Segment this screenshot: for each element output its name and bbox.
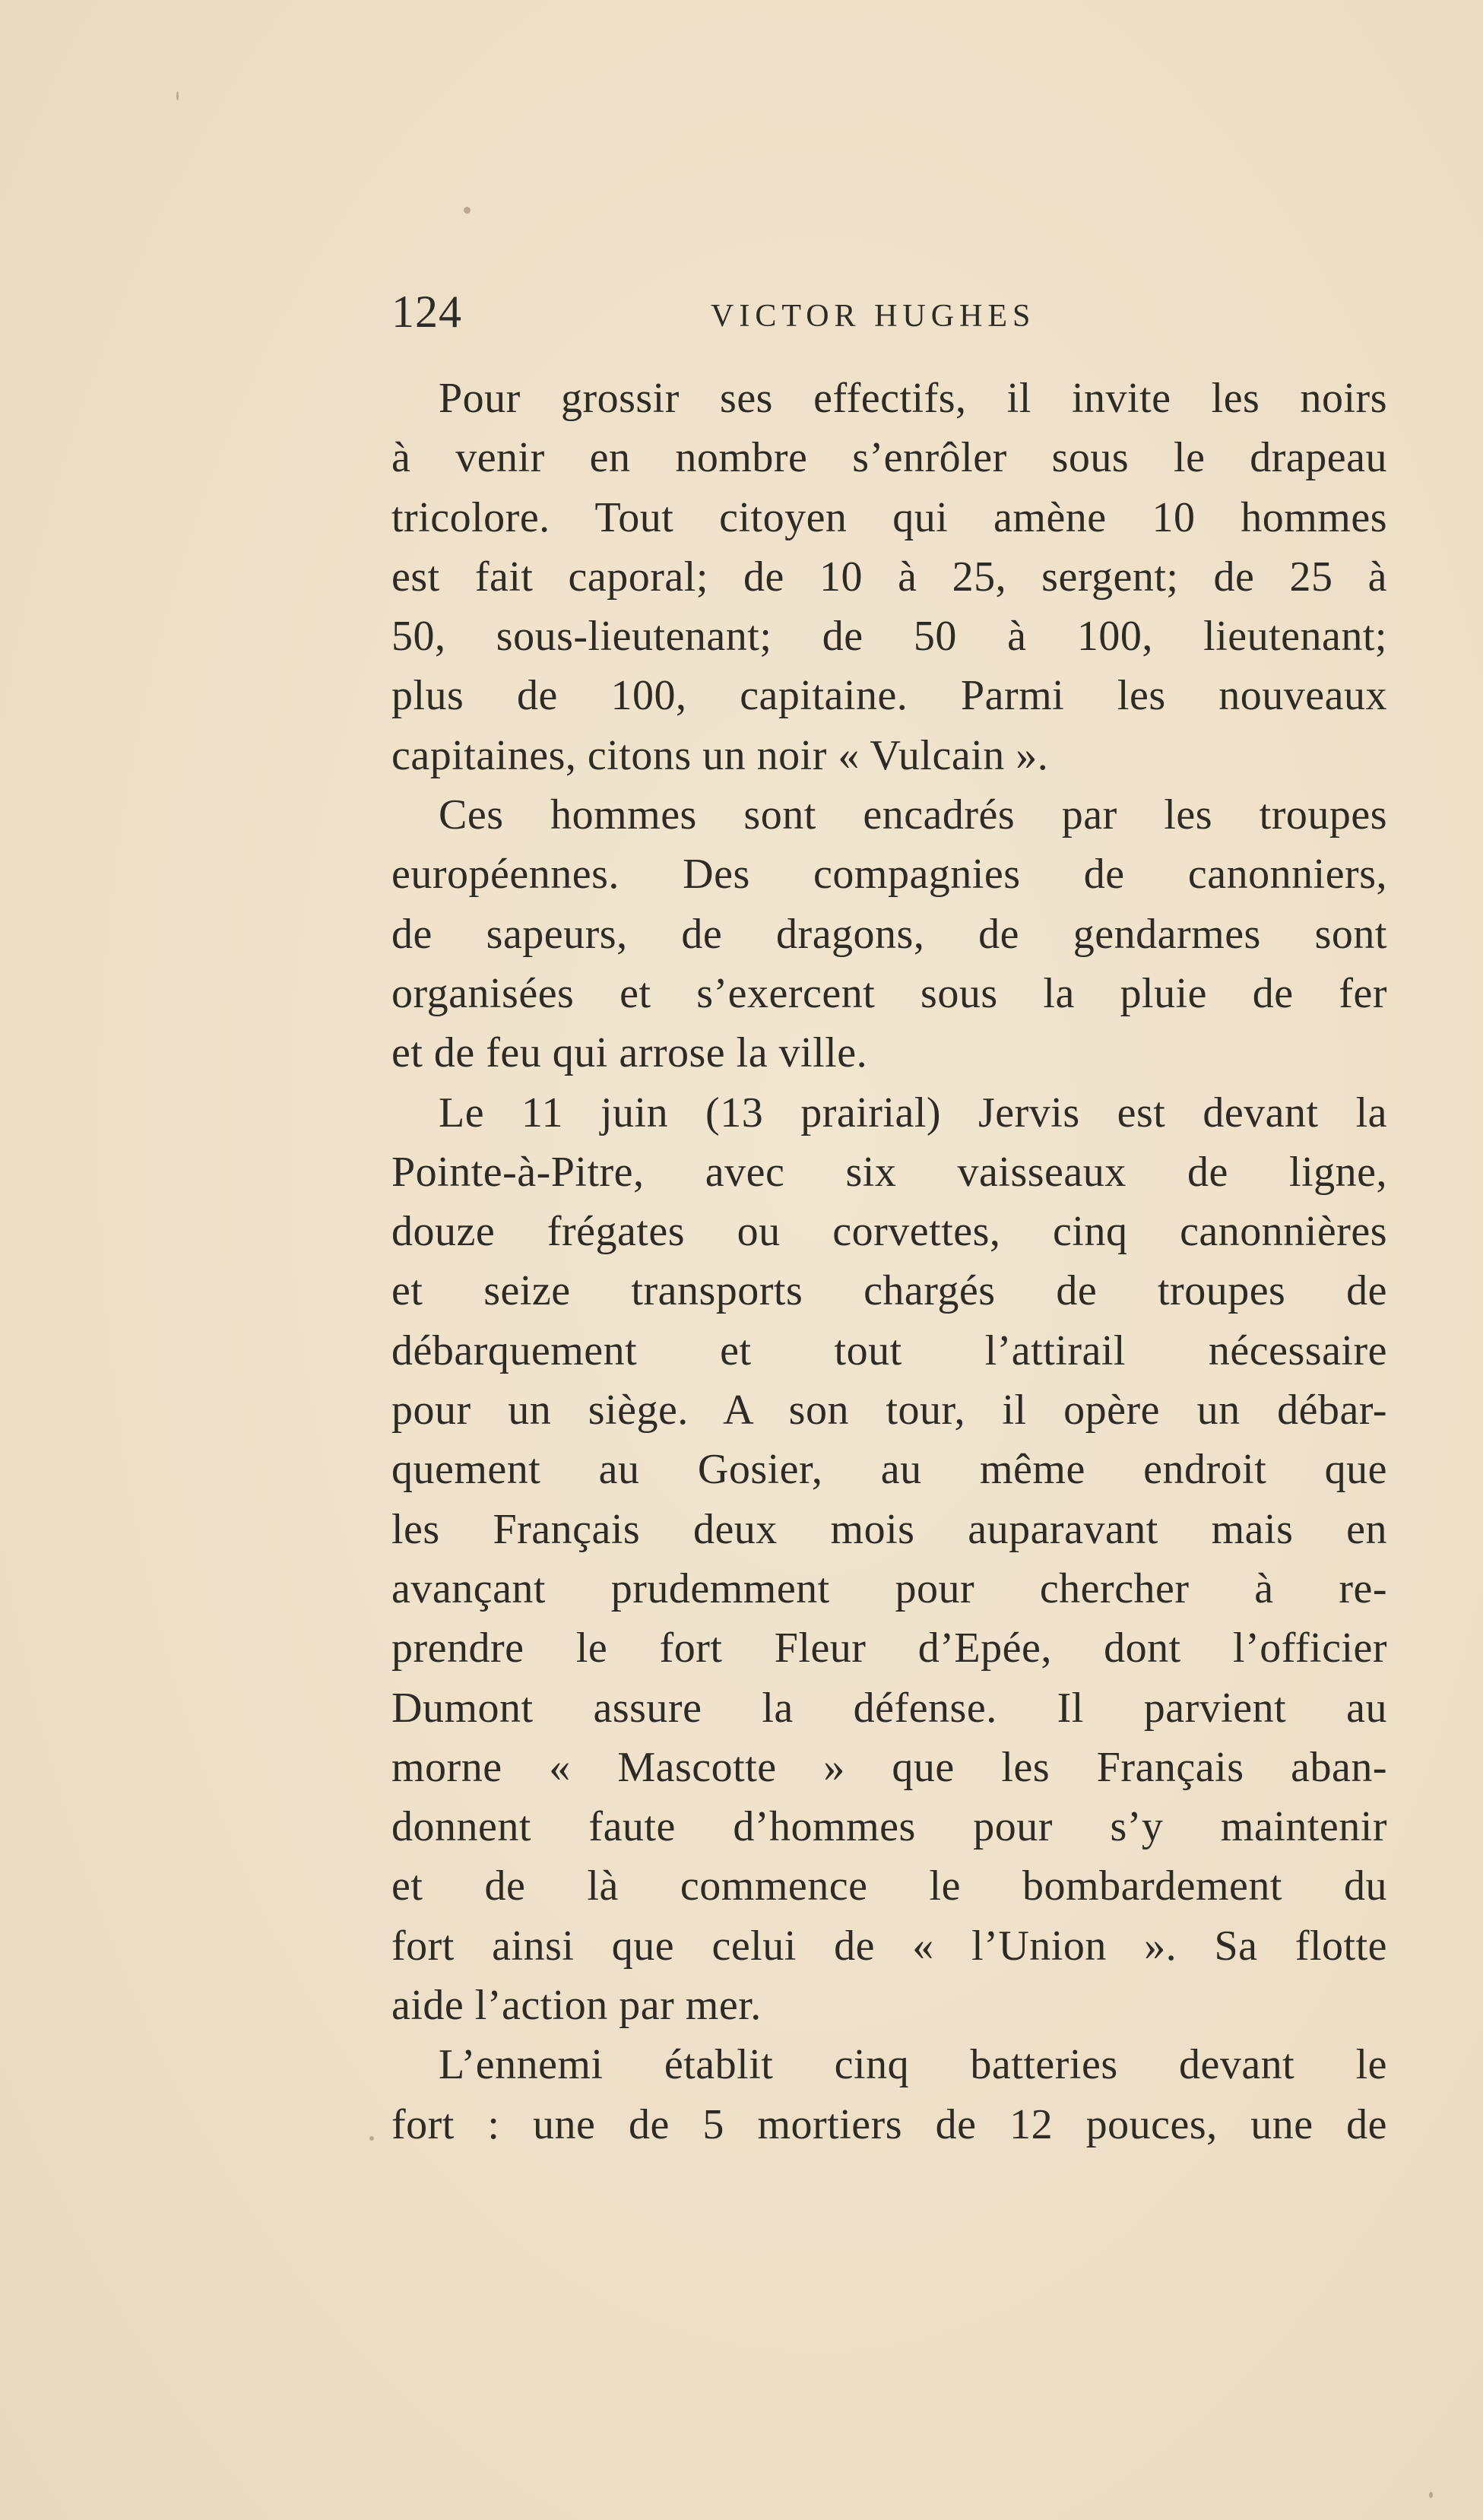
text-line: L’ennemi établit cinq batteries devant le [439,2041,1387,2089]
running-title: VICTOR HUGHES [711,299,1036,334]
text-line: Dumont assure la défense. Il parvient au [391,1684,1387,1732]
paper-speck [369,2136,374,2141]
text-line: quement au Gosier, au même endroit que [391,1446,1387,1494]
text-line: organisées et s’exercent sous la pluie de fer [391,969,1387,1017]
paragraph [391,369,1387,785]
text-line: les Français deux mois auparavant mais en [391,1505,1387,1553]
text-line: tricolore. Tout citoyen qui amène 10 hommes [391,493,1387,541]
text-line: et de là commence le bombardement du [391,1862,1387,1910]
text-line: pour un siège. A son tour, il opère un débar- [391,1387,1387,1434]
text-line: Le 11 juin (13 prairial) Jervis est devant la [439,1089,1387,1136]
text-line: prendre le fort Fleur d’Epée, dont l’officier [391,1625,1387,1672]
text-line: à venir en nombre s’enrôler sous le drapeau [391,434,1387,482]
text-line: morne « Mascotte » que les Français aban- [391,1743,1387,1791]
text-line: Pointe-à-Pitre, avec six vaisseaux de ligne, [391,1148,1387,1196]
running-head [391,281,1387,342]
text-line: débarquement et tout l’attirail nécessaire [391,1327,1387,1374]
text-line: douze frégates ou corvettes, cinq canonnières [391,1208,1387,1256]
text-line: fort ainsi que celui de « l’Union ». Sa flotte [391,1922,1387,1970]
paragraph [391,785,1387,1082]
text-line: plus de 100, capitaine. Parmi les nouveaux [391,672,1387,720]
text-line: 50, sous-lieutenant; de 50 à 100, lieutenant; [391,613,1387,661]
text-line: Ces hommes sont encadrés par les troupes [439,791,1387,839]
text-line: donnent faute d’hommes pour s’y maintenir [391,1803,1387,1851]
page-number: 124 [391,287,462,337]
body-text [391,369,1387,2154]
text-line: et seize transports chargés de troupes de [391,1267,1387,1315]
text-line: Pour grossir ses effectifs, il invite les noirs [439,375,1387,422]
paper-speck [464,207,471,214]
text-line: avançant prudemment pour chercher à re- [391,1564,1387,1612]
text-line: européennes. Des compagnies de canonniers, [391,851,1387,899]
paper-speck [176,91,179,100]
text-line: est fait caporal; de 10 à 25, sergent; de 25 à [391,553,1387,601]
text-line: fort : une de 5 mortiers de 12 pouces, une de [391,2100,1387,2148]
text-line: de sapeurs, de dragons, de gendarmes sont [391,910,1387,958]
paper-speck [1429,2492,1433,2498]
text-line: capitaines, citons un noir « Vulcain ». [391,731,1049,779]
paragraph [391,1083,1387,2036]
text-line: et de feu qui arrose la ville. [391,1029,868,1077]
text-line: aide l’action par mer. [391,1982,762,2030]
paragraph [391,2035,1387,2154]
